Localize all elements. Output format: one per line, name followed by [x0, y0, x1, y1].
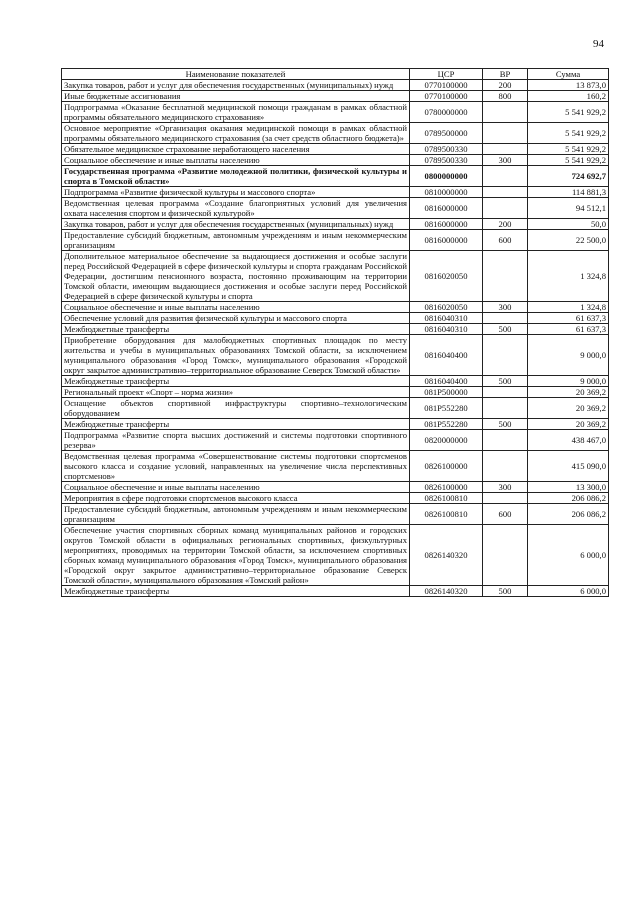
row-vr-cell — [483, 166, 528, 187]
row-name-cell: Подпрограмма «Оказание бесплатной медицинской помощи гражданам в рамках областной программы обязательного медицинского страхования» — [62, 102, 410, 123]
table-body — [62, 80, 609, 597]
row-sum-cell: 1 324,8 — [528, 251, 609, 302]
row-vr-cell — [483, 102, 528, 123]
table-row — [62, 144, 609, 155]
table-row — [62, 504, 609, 525]
row-sum-cell: 61 637,3 — [528, 324, 609, 335]
column-header-sum: Сумма — [528, 69, 609, 80]
table-row — [62, 123, 609, 144]
row-name-cell: Дополнительное материальное обеспечение за выдающиеся достижения и особые заслуги перед Российской Федерацией в сфере физической культуры и спорта гражданам Российской Федерации, достигшим пенсионного возраста, постоянно проживающим на территории Томской области, имеющим выдающиеся достижения и особые заслуги перед Российской Федерацией в сфере физической культуры и спорта — [62, 251, 410, 302]
row-name-cell: Обеспечение участия спортивных сборных команд муниципальных районов и городских округов Томской области в официальных региональных спортивных, физкультурных мероприятиях, проводимых на территории Томской области, за исключением спортивных сборных команд муниципального образования «Город Томск», муниципального образования «Городской округ закрытое административно–территориальное образование Северск Томской области», муниципального образования «Томский район» — [62, 525, 410, 586]
row-name-cell: Закупка товаров, работ и услуг для обеспечения государственных (муниципальных) нужд — [62, 80, 410, 91]
row-sum-cell: 13 873,0 — [528, 80, 609, 91]
row-sum-cell: 5 541 929,2 — [528, 123, 609, 144]
row-vr-cell: 200 — [483, 219, 528, 230]
row-vr-cell: 300 — [483, 482, 528, 493]
row-name-cell: Оснащение объектов спортивной инфраструктуры спортивно–технологическим оборудованием — [62, 398, 410, 419]
row-name-cell: Подпрограмма «Развитие спорта высших достижений и системы подготовки спортивного резерва» — [62, 430, 410, 451]
row-csr-cell: 0826100810 — [410, 493, 483, 504]
row-name-cell: Мероприятия в сфере подготовки спортсменов высокого класса — [62, 493, 410, 504]
row-name-cell: Обеспечение условий для развития физической культуры и массового спорта — [62, 313, 410, 324]
row-sum-cell: 50,0 — [528, 219, 609, 230]
row-sum-cell: 20 369,2 — [528, 387, 609, 398]
row-vr-cell — [483, 144, 528, 155]
table-row — [62, 251, 609, 302]
row-sum-cell: 13 300,0 — [528, 482, 609, 493]
column-header-csr: ЦСР — [410, 69, 483, 80]
row-sum-cell: 6 000,0 — [528, 525, 609, 586]
column-header-name: Наименование показателей — [62, 69, 410, 80]
row-name-cell: Предоставление субсидий бюджетным, автономным учреждениям и иным некоммерческим организациям — [62, 230, 410, 251]
table-row — [62, 586, 609, 597]
table-row — [62, 102, 609, 123]
row-name-cell: Социальное обеспечение и иные выплаты населению — [62, 302, 410, 313]
row-name-cell: Ведомственная целевая программа «Совершенствование системы подготовки спортсменов высокого класса и создание условий, направленных на увеличение числа перспективных спортсменов» — [62, 451, 410, 482]
table-row — [62, 398, 609, 419]
row-sum-cell: 5 541 929,2 — [528, 155, 609, 166]
table-row — [62, 198, 609, 219]
row-sum-cell: 724 692,7 — [528, 166, 609, 187]
row-csr-cell: 0816000000 — [410, 198, 483, 219]
row-name-cell: Ведомственная целевая программа «Создание благоприятных условий для увеличения охвата населения спортом и физической культурой» — [62, 198, 410, 219]
row-csr-cell: 0789500330 — [410, 144, 483, 155]
row-sum-cell: 1 324,8 — [528, 302, 609, 313]
row-sum-cell: 415 090,0 — [528, 451, 609, 482]
budget-table — [61, 68, 609, 597]
row-vr-cell — [483, 335, 528, 376]
table-row — [62, 482, 609, 493]
row-sum-cell: 114 881,3 — [528, 187, 609, 198]
table-row — [62, 219, 609, 230]
row-vr-cell — [483, 313, 528, 324]
row-name-cell: Межбюджетные трансферты — [62, 419, 410, 430]
row-csr-cell: 0780000000 — [410, 102, 483, 123]
row-vr-cell — [483, 123, 528, 144]
row-name-cell: Обязательное медицинское страхование неработающего населения — [62, 144, 410, 155]
row-csr-cell: 0816000000 — [410, 230, 483, 251]
row-csr-cell: 0816020050 — [410, 302, 483, 313]
table-row — [62, 166, 609, 187]
row-name-cell: Предоставление субсидий бюджетным, автономным учреждениям и иным некоммерческим организациям — [62, 504, 410, 525]
row-vr-cell — [483, 198, 528, 219]
row-vr-cell — [483, 525, 528, 586]
row-csr-cell: 0800000000 — [410, 166, 483, 187]
row-vr-cell: 200 — [483, 80, 528, 91]
row-sum-cell: 206 086,2 — [528, 504, 609, 525]
table-row — [62, 525, 609, 586]
row-csr-cell: 0816040310 — [410, 313, 483, 324]
row-sum-cell: 20 369,2 — [528, 398, 609, 419]
row-vr-cell — [483, 493, 528, 504]
row-vr-cell: 500 — [483, 376, 528, 387]
table-row — [62, 324, 609, 335]
table-row — [62, 335, 609, 376]
row-csr-cell: 0770100000 — [410, 80, 483, 91]
row-sum-cell: 206 086,2 — [528, 493, 609, 504]
row-csr-cell: 0816000000 — [410, 219, 483, 230]
row-name-cell: Межбюджетные трансферты — [62, 324, 410, 335]
row-sum-cell: 5 541 929,2 — [528, 102, 609, 123]
row-sum-cell: 5 541 929,2 — [528, 144, 609, 155]
row-sum-cell: 9 000,0 — [528, 335, 609, 376]
table-row — [62, 451, 609, 482]
row-vr-cell: 600 — [483, 230, 528, 251]
row-sum-cell: 9 000,0 — [528, 376, 609, 387]
row-name-cell: Межбюджетные трансферты — [62, 376, 410, 387]
row-name-cell: Подпрограмма «Развитие физической культуры и массового спорта» — [62, 187, 410, 198]
row-csr-cell: 0810000000 — [410, 187, 483, 198]
row-vr-cell — [483, 451, 528, 482]
row-csr-cell: 0770100000 — [410, 91, 483, 102]
row-sum-cell: 61 637,3 — [528, 313, 609, 324]
table-row — [62, 91, 609, 102]
column-header-vr: ВР — [483, 69, 528, 80]
row-vr-cell: 500 — [483, 324, 528, 335]
row-vr-cell: 300 — [483, 302, 528, 313]
table-row — [62, 187, 609, 198]
table-row — [62, 387, 609, 398]
row-csr-cell: 0789500000 — [410, 123, 483, 144]
row-csr-cell: 0816020050 — [410, 251, 483, 302]
row-csr-cell: 0826100810 — [410, 504, 483, 525]
row-vr-cell — [483, 387, 528, 398]
row-name-cell: Приобретение оборудования для малобюджетных спортивных площадок по месту жительства и учебы в муниципальных образованиях Томской области, за исключением муниципального образования «Город Томск», муниципального образования «Городской округ закрытое административно–территориальное образование Северск Томской области» — [62, 335, 410, 376]
row-vr-cell — [483, 398, 528, 419]
row-vr-cell: 600 — [483, 504, 528, 525]
row-csr-cell: 0789500330 — [410, 155, 483, 166]
table-header-row — [62, 69, 609, 80]
row-csr-cell: 0826100000 — [410, 482, 483, 493]
table-row — [62, 376, 609, 387]
row-name-cell: Иные бюджетные ассигнования — [62, 91, 410, 102]
row-name-cell: Региональный проект «Спорт – норма жизни» — [62, 387, 410, 398]
row-csr-cell: 0826140320 — [410, 586, 483, 597]
row-sum-cell: 94 512,1 — [528, 198, 609, 219]
table-row — [62, 302, 609, 313]
table-row — [62, 155, 609, 166]
row-csr-cell: 0816040400 — [410, 376, 483, 387]
row-vr-cell: 500 — [483, 419, 528, 430]
table-row — [62, 430, 609, 451]
table-row — [62, 419, 609, 430]
row-vr-cell — [483, 430, 528, 451]
row-name-cell: Закупка товаров, работ и услуг для обеспечения государственных (муниципальных) нужд — [62, 219, 410, 230]
row-sum-cell: 6 000,0 — [528, 586, 609, 597]
page-number: 94 — [593, 38, 604, 50]
row-vr-cell: 800 — [483, 91, 528, 102]
row-csr-cell: 0826100000 — [410, 451, 483, 482]
row-csr-cell: 0826140320 — [410, 525, 483, 586]
row-name-cell: Основное мероприятие «Организация оказания медицинской помощи в рамках областной программы обязательного медицинского страхования (за счет средств областного бюджета)» — [62, 123, 410, 144]
row-name-cell: Государственная программа «Развитие молодежной политики, физической культуры и спорта в Томской области» — [62, 166, 410, 187]
row-csr-cell: 081P500000 — [410, 387, 483, 398]
row-vr-cell: 500 — [483, 586, 528, 597]
row-sum-cell: 22 500,0 — [528, 230, 609, 251]
row-sum-cell: 160,2 — [528, 91, 609, 102]
row-name-cell: Межбюджетные трансферты — [62, 586, 410, 597]
row-sum-cell: 438 467,0 — [528, 430, 609, 451]
row-csr-cell: 0816040310 — [410, 324, 483, 335]
row-sum-cell: 20 369,2 — [528, 419, 609, 430]
row-csr-cell: 081P552280 — [410, 398, 483, 419]
row-name-cell: Социальное обеспечение и иные выплаты населению — [62, 482, 410, 493]
row-vr-cell — [483, 251, 528, 302]
row-name-cell: Социальное обеспечение и иные выплаты населению — [62, 155, 410, 166]
table-row — [62, 230, 609, 251]
row-csr-cell: 081P552280 — [410, 419, 483, 430]
table-row — [62, 313, 609, 324]
row-csr-cell: 0820000000 — [410, 430, 483, 451]
row-vr-cell — [483, 187, 528, 198]
table-row — [62, 493, 609, 504]
row-csr-cell: 0816040400 — [410, 335, 483, 376]
row-vr-cell: 300 — [483, 155, 528, 166]
table-row — [62, 80, 609, 91]
